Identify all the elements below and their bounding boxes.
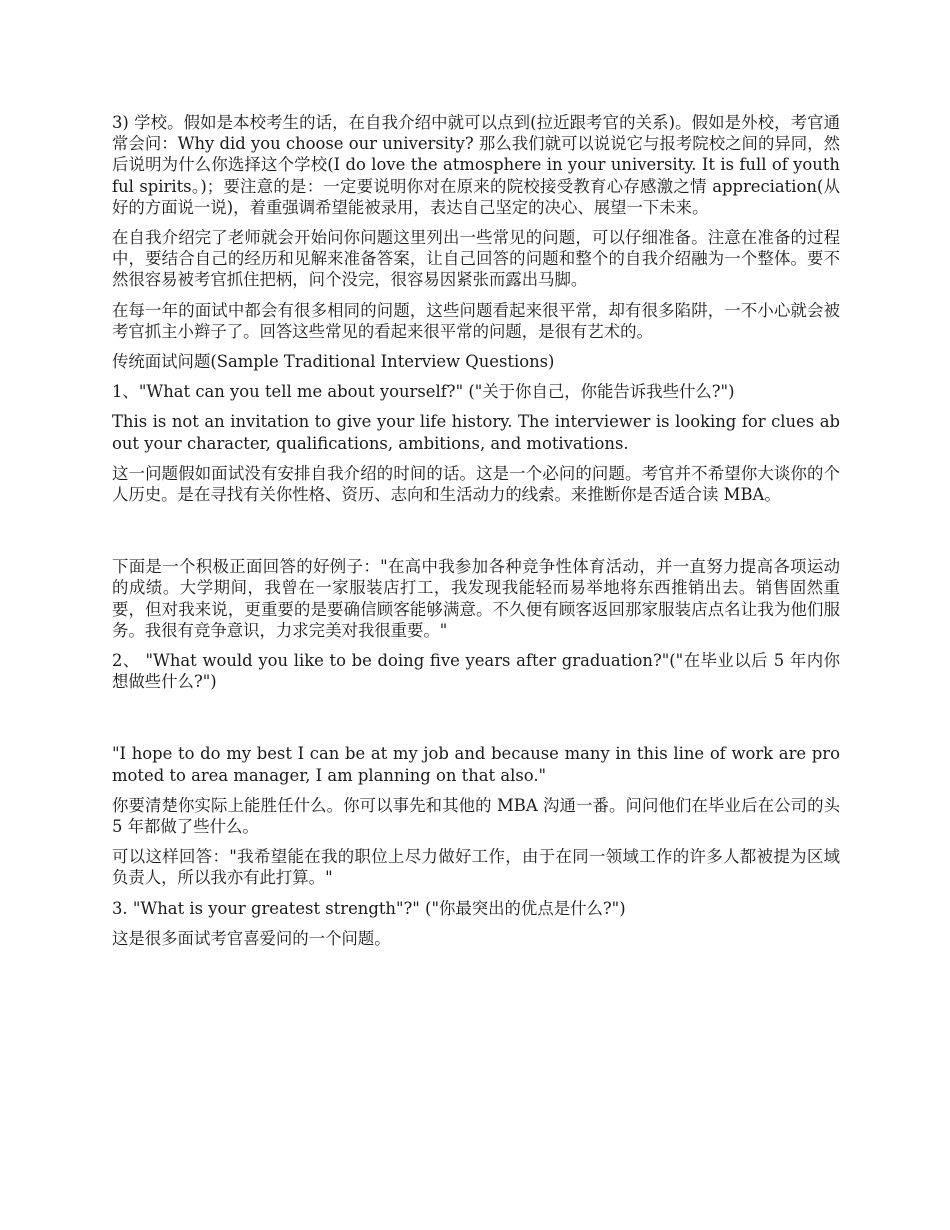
question-1: 1、"What can you tell me about yourself?" ("关于你自己，你能告诉我些什么?") <box>112 382 735 402</box>
paragraph-q1-chinese: 这一问题假如面试没有安排自我介绍的时间的话。这是一个必问的问题。考官并不希望你大谈你的个人历史。是在寻找有关你性格、资历、志向和生活动力的线索。来推断你是否适合读 MBA。 <box>112 463 840 505</box>
paragraph-q2-advice: 你要清楚你实际上能胜任什么。你可以事先和其他的 MBA 沟通一番。问问他们在毕业后在公司的头 5 年都做了些什么。 <box>112 795 840 837</box>
document-page <box>112 112 840 958</box>
question-3: 3. "What is your greatest strength"?" ("你最突出的优点是什么?") <box>112 898 626 918</box>
section-heading-traditional-questions: 传统面试问题(Sample Traditional Interview Questions) <box>112 352 555 372</box>
paragraph-q2-english: "I hope to do my best I can be at my job and because many in this line of work are promoted to area manager, I am planning on that also." <box>112 744 840 785</box>
paragraph-school: 3) 学校。假如是本校考生的话，在自我介绍中就可以点到(拉近跟考官的关系)。假如是外校，考官通常会问：Why did you choose our university? 那么我们就可以说说它与报考院校之间的异同，然后说明为什么你选择这个学校(I do love the atmosphere in your university. It is full of youthful spirits。)；要注意的是：一定要说明你对在原来的院校接受教育心存感激之情 appreciation(从好的方面说一说)，着重强调希望能被录用，表达自己坚定的决心、展望一下未来。 <box>112 113 840 217</box>
question-2: 2、 "What would you like to be doing five years after graduation?"("在毕业以后 5 年内你想做些什么?") <box>112 651 840 692</box>
paragraph-q3-note: 这是很多面试考官喜爱问的一个问题。 <box>112 928 391 948</box>
paragraph-common-questions: 在每一年的面试中都会有很多相同的问题，这些问题看起来很平常，却有很多陷阱，一不小心就会被考官抓主小辫子了。回答这些常见的看起来很平常的问题，是很有艺术的。 <box>112 300 840 341</box>
paragraph-prepare-questions: 在自我介绍完了老师就会开始问你问题这里列出一些常见的问题，可以仔细准备。注意在准备的过程中，要结合自己的经历和见解来准备答案，让自己回答的问题和整个的自我介绍融为一个整体。要不然很容易被考官抓住把柄，问个没完，很容易因紧张而露出马脚。 <box>112 228 840 290</box>
paragraph-q1-example: 下面是一个积极正面回答的好例子："在高中我参加各种竞争性体育活动，并一直努力提高各项运动的成绩。大学期间，我曾在一家服装店打工，我发现我能轻而易举地将东西推销出去。销售固然重要，但对我来说，更重要的是要确信顾客能够满意。不久便有顾客返回那家服装店点名让我为他们服务。我很有竞争意识，力求完美对我很重要。" <box>112 557 840 640</box>
paragraph-q2-answer: 可以这样回答："我希望能在我的职位上尽力做好工作，由于在同一领域工作的许多人都被提为区域负责人，所以我亦有此打算。" <box>112 847 840 888</box>
paragraph-q1-english: This is not an invitation to give your life history. The interviewer is looking for clues about your character, qualifications, ambitions, and motivations. <box>112 412 840 453</box>
